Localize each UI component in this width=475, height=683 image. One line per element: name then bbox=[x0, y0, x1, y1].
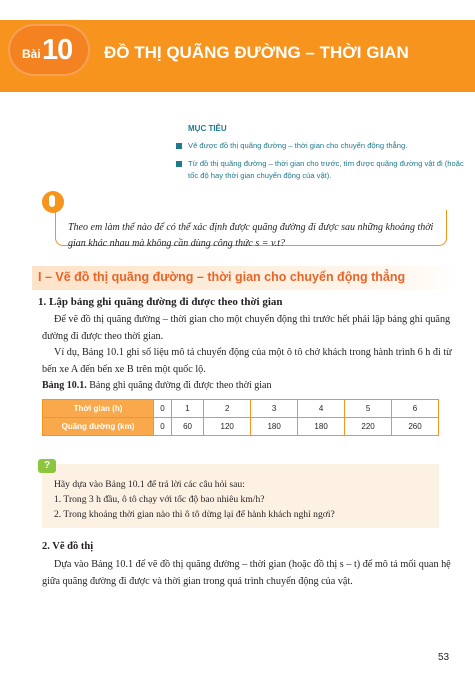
page-number: 53 bbox=[438, 652, 450, 663]
lesson-number: 10 bbox=[42, 34, 73, 66]
table-caption-text: Bảng ghi quãng đường đi được theo thời gian bbox=[86, 380, 272, 391]
question-item: 1. Trong 3 h đầu, ô tô chạy với tốc độ bao nhiêu km/h? bbox=[54, 494, 265, 505]
table-row bbox=[43, 418, 439, 436]
table-cell: 6 bbox=[392, 400, 439, 418]
table-cell: 180 bbox=[251, 418, 298, 436]
table-cell: 2 bbox=[204, 400, 251, 418]
table-cell: 3 bbox=[251, 400, 298, 418]
table-cell: 180 bbox=[298, 418, 345, 436]
table-cell: 1 bbox=[171, 400, 203, 418]
table-cell: 0 bbox=[154, 400, 172, 418]
objective-item: Từ đồ thị quãng đường – thời gian cho trước, tìm được quãng đường vật đi (hoặc tốc độ hay thời gian chuyển động của vật). bbox=[176, 158, 466, 182]
question-icon: ? bbox=[38, 459, 56, 473]
table-cell: 5 bbox=[345, 400, 392, 418]
table-cell: 60 bbox=[171, 418, 203, 436]
table-cell: 4 bbox=[298, 400, 345, 418]
table-cell: 220 bbox=[345, 418, 392, 436]
section-heading: I – Vẽ đồ thị quãng đường – thời gian cho chuyển động thẳng bbox=[38, 270, 406, 284]
paragraph-3: Dựa vào Bảng 10.1 để vẽ đồ thị quãng đường – thời gian (hoặc đồ thị s – t) để mô tả mối quan hệ giữa quãng đường đi được và thời gian trong quá trình chuyển động của vật. bbox=[42, 559, 451, 587]
table-caption-label: Bảng 10.1. bbox=[42, 380, 87, 391]
opening-question: Theo em làm thế nào để có thể xác định được quãng đường đi được sau những khoảng thời gian khác nhau mà không cần dùng công thức s = v.t? bbox=[68, 222, 434, 249]
question-box-content bbox=[54, 477, 434, 522]
question-list bbox=[54, 492, 434, 522]
subheading-1: 1. Lập bảng ghi quãng đường đi được theo thời gian bbox=[38, 296, 283, 308]
objectives-list bbox=[176, 140, 466, 188]
lesson-word: Bài bbox=[22, 47, 41, 61]
table-row bbox=[43, 400, 439, 418]
question-item: 2. Trong khoảng thời gian nào thì ô tô dừng lại để hành khách nghỉ ngơi? bbox=[54, 509, 335, 520]
distance-time-table bbox=[42, 399, 439, 436]
table-cell: 0 bbox=[154, 418, 172, 436]
hand-pointer-icon bbox=[42, 191, 64, 213]
row-header-distance: Quãng đường (km) bbox=[43, 418, 154, 436]
objectives-heading: MỤC TIÊU bbox=[188, 124, 227, 133]
table-cell: 120 bbox=[204, 418, 251, 436]
question-intro: Hãy dựa vào Bảng 10.1 để trả lời các câu hỏi sau: bbox=[54, 479, 245, 490]
paragraph-2: Ví dụ, Bảng 10.1 ghi số liệu mô tả chuyển động của một ô tô chở khách trong hành trình 6 h đi từ bến xe A đến bến xe B trên một quốc lộ. bbox=[42, 347, 452, 375]
table-cell: 260 bbox=[392, 418, 439, 436]
table-caption bbox=[42, 380, 271, 391]
lesson-title: ĐỒ THỊ QUÃNG ĐƯỜNG – THỜI GIAN bbox=[104, 43, 409, 62]
subheading-2: 2. Vẽ đồ thị bbox=[42, 541, 94, 552]
objective-item: Vẽ được đồ thị quãng đường – thời gian cho chuyển động thẳng. bbox=[176, 140, 466, 152]
paragraph-1: Để vẽ đồ thị quãng đường – thời gian cho một chuyển động thì trước hết phải lập bảng ghi quãng đường đi được theo thời gian. bbox=[42, 314, 451, 342]
row-header-time: Thời gian (h) bbox=[43, 400, 154, 418]
